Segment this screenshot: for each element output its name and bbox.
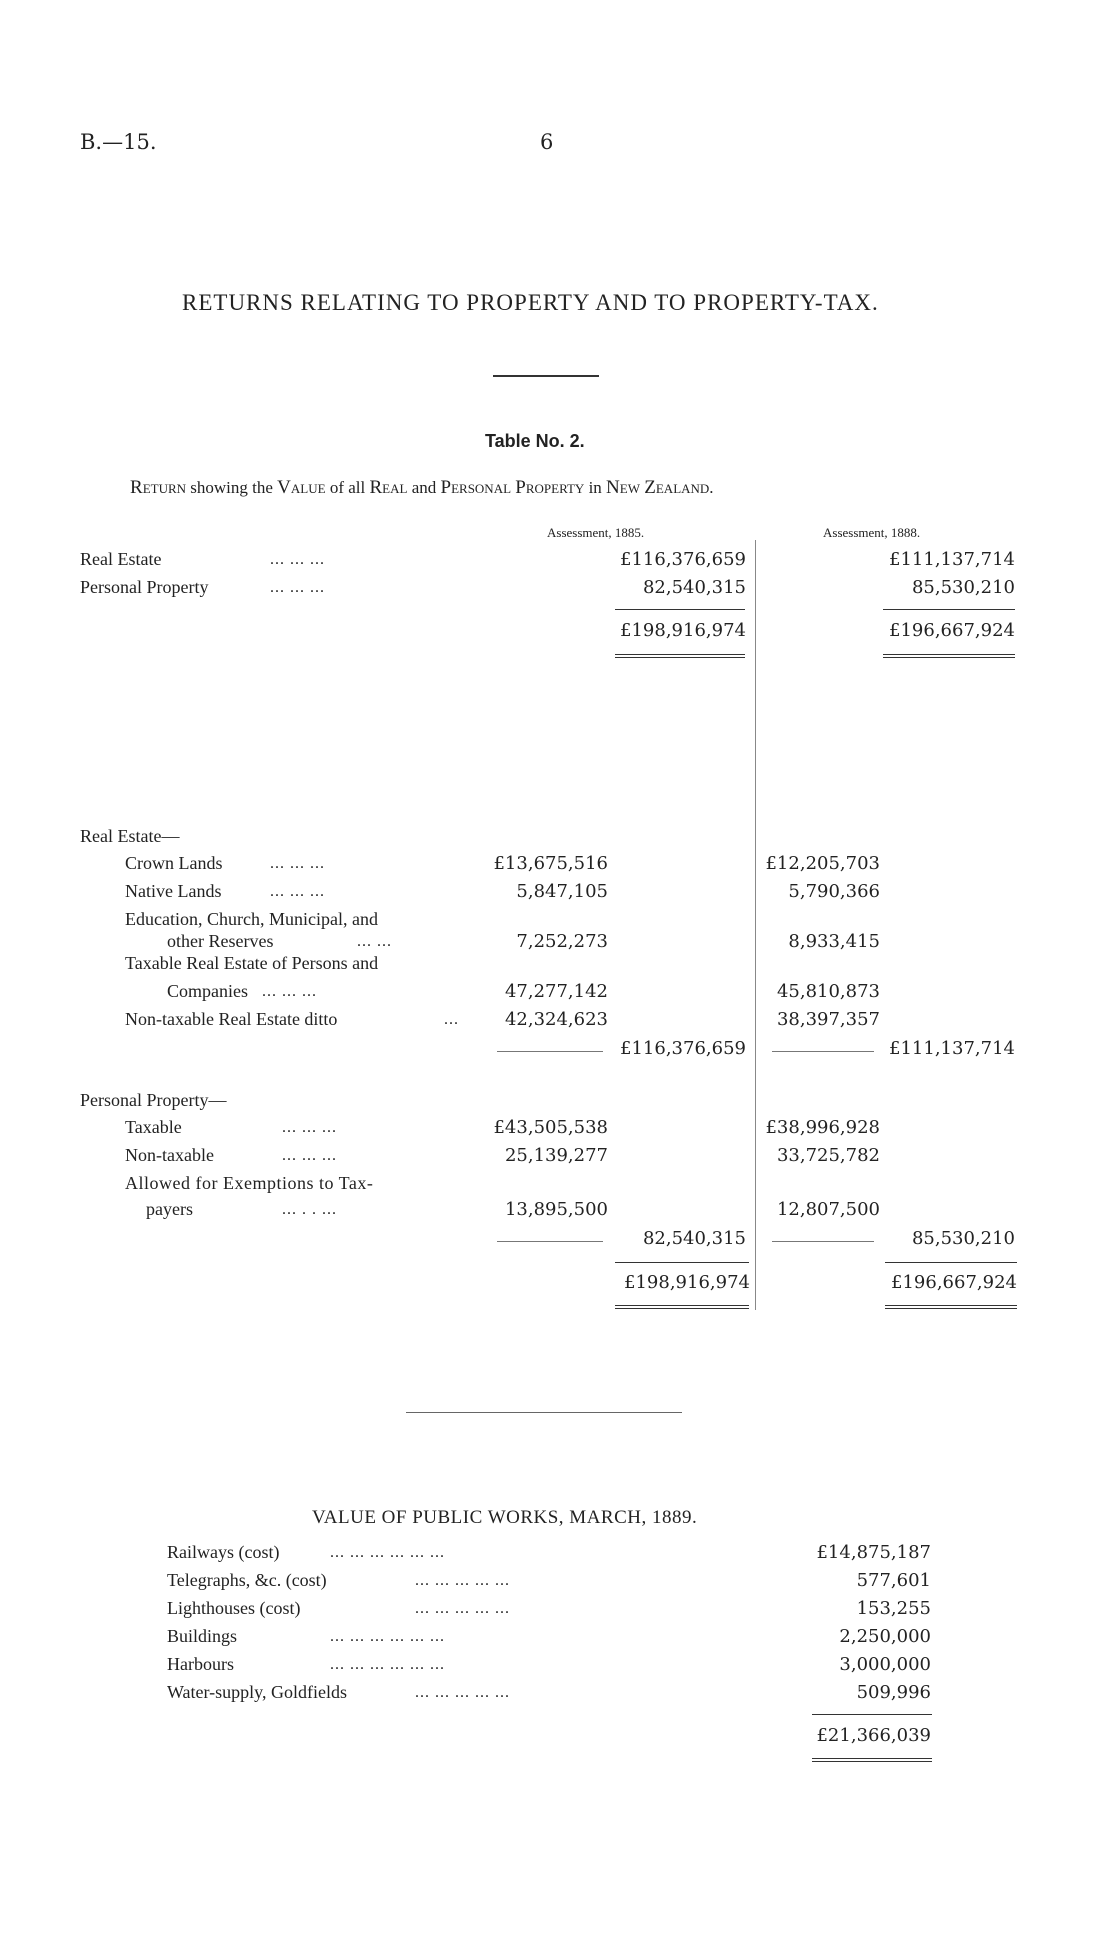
- personal-property-item-label-line2: payers: [146, 1199, 193, 1219]
- summary-total-double-rule-1888: [883, 654, 1015, 658]
- personal-property-heading: Personal Property—: [80, 1090, 227, 1110]
- real-estate-item-1885: 42,324,623: [504, 1009, 608, 1030]
- real-estate-item-1885: 47,277,142: [504, 981, 608, 1002]
- public-works-subtotal-rule: [812, 1714, 932, 1715]
- real-estate-item-label: Native Lands: [125, 881, 222, 901]
- real-estate-item-1888: 38,397,357: [776, 1009, 880, 1030]
- public-works-total: £21,366,039: [816, 1725, 931, 1746]
- real-estate-total-1888: £111,137,714: [889, 1038, 1015, 1059]
- section-divider: [406, 1412, 682, 1413]
- public-works-item-label: Lighthouses (cost): [167, 1598, 301, 1618]
- real-estate-item-1885: £13,675,516: [493, 853, 608, 874]
- summary-total-double-rule-1885: [615, 654, 745, 658]
- personal-property-item-1885: 25,139,277: [504, 1145, 608, 1166]
- table-intro: RETURN showing the VALUE of all REAL and PERSONAL PROPERTY in NEW ZEALAND.: [130, 477, 714, 498]
- leader-dots: ... ... ... ... ...: [415, 1600, 510, 1617]
- real-estate-total-1885: £116,376,659: [620, 1038, 746, 1059]
- summary-subtotal-rule-1885: [615, 609, 745, 610]
- summary-label-personal-property: Personal Property: [80, 577, 209, 597]
- leader-dots: ... ... ...: [270, 855, 325, 872]
- personal-property-item-1888: 12,807,500: [776, 1199, 880, 1220]
- leader-dots: ... ... ... ... ... ...: [330, 1656, 445, 1673]
- personal-property-item-label: Taxable: [125, 1117, 182, 1137]
- real-estate-item-label: Non-taxable Real Estate ditto: [125, 1009, 338, 1029]
- leader-dots: ... ... ... ... ... ...: [330, 1544, 445, 1561]
- real-estate-item-label-line1: Education, Church, Municipal, and: [125, 909, 378, 929]
- leader-dots: ...: [444, 1011, 459, 1028]
- leader-dots: ... ...: [357, 933, 392, 950]
- summary-personal-1888: 85,530,210: [911, 577, 1015, 598]
- summary-real-estate-1885: £116,376,659: [620, 549, 746, 570]
- leader-dots: ... ... ...: [270, 551, 325, 568]
- personal-property-total-1888: 85,530,210: [911, 1228, 1015, 1249]
- leader-dots: ... ... ...: [270, 883, 325, 900]
- leader-dots: ... ... ...: [282, 1119, 337, 1136]
- document-reference: B.—15.: [80, 130, 157, 154]
- grand-subtotal-rule-1888: [885, 1262, 1017, 1263]
- summary-label-real-estate: Real Estate: [80, 549, 162, 569]
- title-divider: [493, 375, 599, 377]
- leader-dots: ... ... ... ... ... ...: [330, 1628, 445, 1645]
- public-works-item-value: 577,601: [856, 1570, 931, 1591]
- public-works-item-value: 509,996: [856, 1682, 931, 1703]
- public-works-item-value: 3,000,000: [839, 1654, 931, 1675]
- public-works-item-label: Telegraphs, &c. (cost): [167, 1570, 327, 1590]
- real-estate-item-1885: 7,252,273: [516, 931, 608, 952]
- summary-personal-1885: 82,540,315: [642, 577, 746, 598]
- leader-dots: ... ... ... ... ...: [415, 1684, 510, 1701]
- public-works-item-label: Water-supply, Goldfields: [167, 1682, 347, 1702]
- real-estate-item-1888: 45,810,873: [776, 981, 880, 1002]
- column-header-1885: Assessment, 1885.: [547, 525, 645, 540]
- public-works-title: VALUE OF PUBLIC WORKS, MARCH, 1889.: [312, 1507, 698, 1528]
- grand-total-double-rule-1888: [885, 1305, 1017, 1309]
- column-divider: [755, 540, 756, 1310]
- real-estate-item-label-line2: Companies: [167, 981, 248, 1001]
- real-estate-item-label: Crown Lands: [125, 853, 223, 873]
- summary-total-1885: £198,916,974: [620, 620, 746, 641]
- table-label: Table No. 2.: [485, 431, 585, 451]
- summary-subtotal-rule-1888: [883, 609, 1015, 610]
- grand-subtotal-rule-1885: [615, 1262, 749, 1263]
- grand-total-1888: £196,667,924: [891, 1272, 1017, 1293]
- personal-property-item-label: Non-taxable: [125, 1145, 214, 1165]
- personal-property-item-1885: £43,505,538: [493, 1117, 608, 1138]
- page-title: RETURNS RELATING TO PROPERTY AND TO PROPERTY-TAX.: [182, 290, 879, 315]
- column-header-1888: Assessment, 1888.: [823, 525, 921, 540]
- leader-dots: ... ... ...: [282, 1147, 337, 1164]
- real-estate-item-1885: 5,847,105: [516, 881, 608, 902]
- real-estate-item-label-line1: Taxable Real Estate of Persons and: [125, 953, 379, 973]
- grand-total-1885: £198,916,974: [624, 1272, 750, 1293]
- leader-dots: ... ... ...: [262, 983, 317, 1000]
- real-estate-item-label-line2: other Reserves: [167, 931, 274, 951]
- personal-property-item-1885: 13,895,500: [504, 1199, 608, 1220]
- public-works-item-value: 153,255: [856, 1598, 931, 1619]
- leader-dots: ... ... ... ... ...: [415, 1572, 510, 1589]
- grand-total-double-rule-1885: [615, 1305, 749, 1309]
- real-estate-heading: Real Estate—: [80, 826, 180, 846]
- public-works-item-label: Harbours: [167, 1654, 234, 1674]
- public-works-item-label: Buildings: [167, 1626, 238, 1646]
- personal-property-item-1888: £38,996,928: [765, 1117, 880, 1138]
- page-number: 6: [540, 130, 554, 154]
- leader-dots: ... . . ...: [282, 1201, 337, 1218]
- personal-property-item-label-line1: Allowed for Exemptions to Tax-: [125, 1173, 374, 1193]
- personal-property-total-1885: 82,540,315: [642, 1228, 746, 1249]
- leader-dots: ... ... ...: [270, 579, 325, 596]
- public-works-total-double-rule: [812, 1758, 932, 1762]
- summary-total-1888: £196,667,924: [889, 620, 1015, 641]
- real-estate-item-1888: 5,790,366: [788, 881, 880, 902]
- public-works-item-value: £14,875,187: [816, 1542, 931, 1563]
- public-works-item-value: 2,250,000: [839, 1626, 931, 1647]
- public-works-item-label: Railways (cost): [167, 1542, 280, 1562]
- summary-real-estate-1888: £111,137,714: [889, 549, 1015, 570]
- real-estate-item-1888: 8,933,415: [788, 931, 880, 952]
- real-estate-item-1888: £12,205,703: [765, 853, 880, 874]
- personal-property-item-1888: 33,725,782: [776, 1145, 880, 1166]
